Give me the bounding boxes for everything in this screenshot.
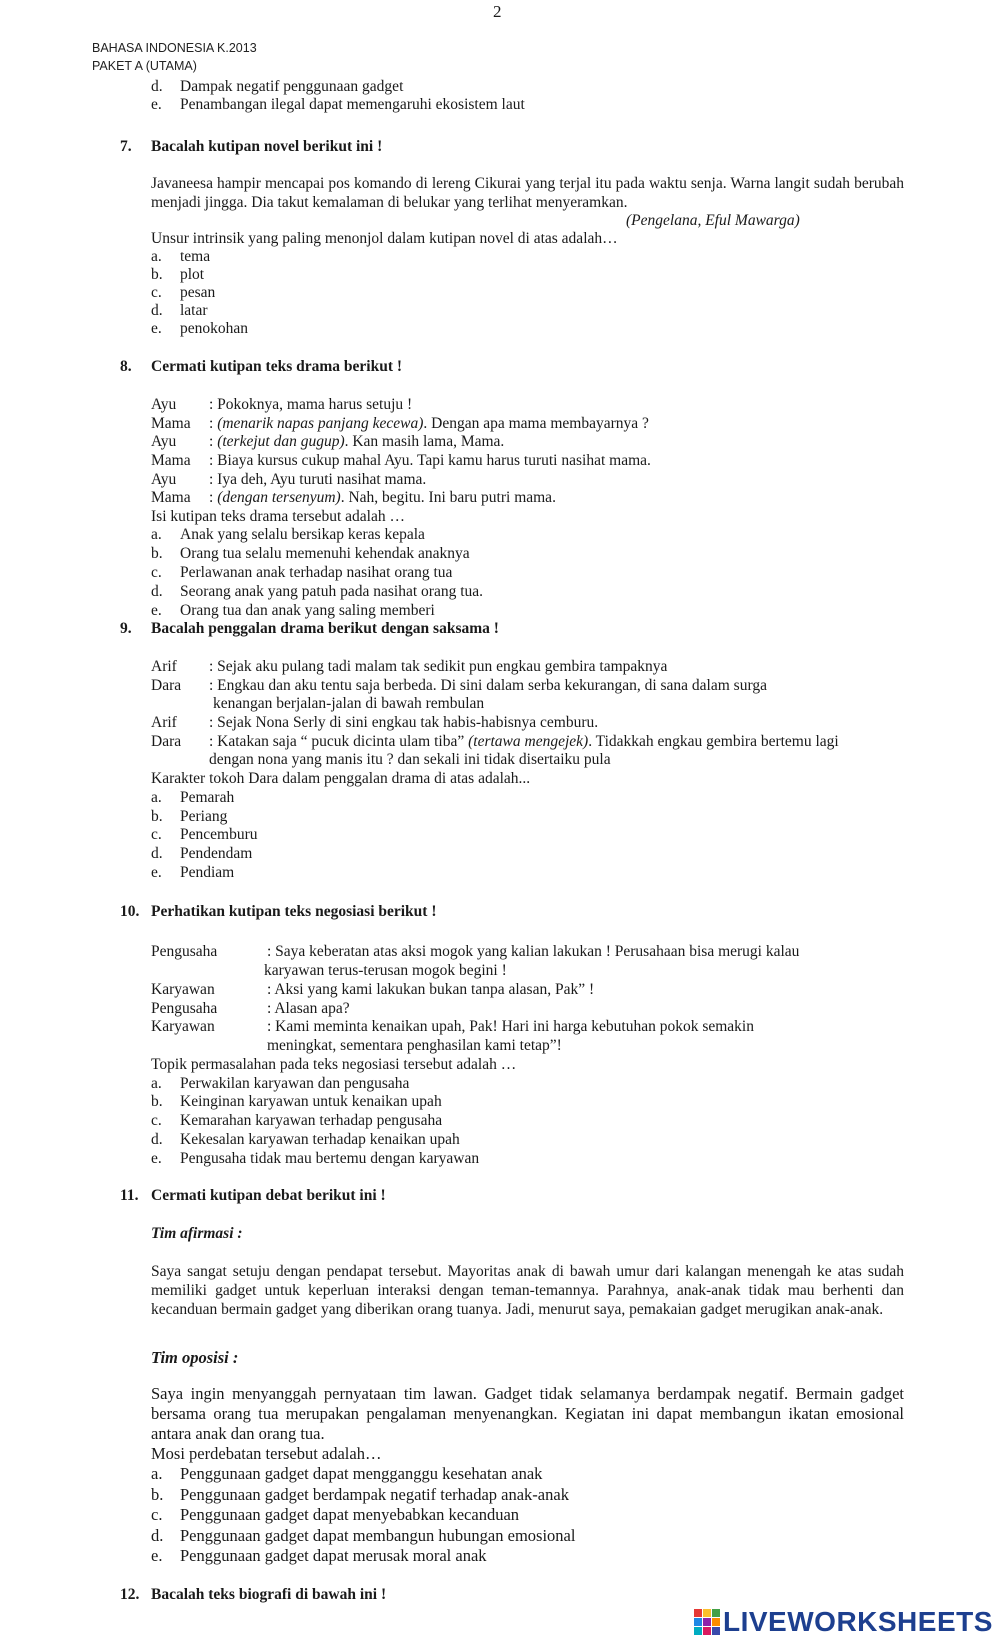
q7-option-b: b. plot (151, 266, 205, 283)
q10-speaker: Pengusaha (151, 1000, 218, 1017)
q8-dialogue-line: : (terkejut dan gugup). Kan masih lama, Mama. (209, 433, 505, 450)
q7-option-c: c. pesan (151, 284, 216, 301)
q12-instruction: Bacalah teks biografi di bawah ini ! (151, 1586, 387, 1603)
q11-instruction: Cermati kutipan debat berikut ini ! (151, 1187, 386, 1204)
q7-passage: Javaneesa hampir mencapai pos komando di lereng Cikurai yang terjal itu pada waktu senja. Warna langit sudah berubah menjadi jingga. Dia takut kemalaman di belukar yang terlihat menyeramkan. (151, 175, 904, 211)
q9-dialogue-line: : Engkau dan aku tentu saja berbeda. Di sini dalam serba kekurangan, di sana dalam surga (209, 677, 767, 694)
q8-option-e: e. Orang tua dan anak yang saling memberi (151, 602, 435, 619)
q8-option-b: b. Orang tua selalu memenuhi kehendak anaknya (151, 545, 470, 562)
q8-dialogue-line: : Iya deh, Ayu turuti nasihat mama. (209, 471, 427, 488)
q9-option-a: a. Pemarah (151, 789, 235, 806)
q7-number: 7. (120, 138, 132, 155)
q8-instruction: Cermati kutipan teks drama berikut ! (151, 358, 403, 375)
q7-option-a: a. tema (151, 248, 211, 265)
q8-speaker: Mama (151, 452, 191, 469)
q7-option-e: e. penokohan (151, 320, 249, 337)
q9-speaker: Dara (151, 677, 182, 694)
q10-dialogue-line: : Aksi yang kami lakukan bukan tanpa alasan, Pak” ! (267, 981, 595, 998)
q10-option-c: c. Kemarahan karyawan terhadap pengusaha (151, 1112, 443, 1129)
q8-option-a: a. Anak yang selalu bersikap keras kepala (151, 526, 425, 543)
logo-square (712, 1627, 720, 1635)
q11-option-d: d. Penggunaan gadget dapat membangun hubungan emosional (151, 1526, 576, 1545)
liveworksheets-logo-text: LIVEWORKSHEETS (723, 1606, 993, 1637)
q10-option-a: a. Perwakilan karyawan dan pengusaha (151, 1075, 410, 1092)
q11-option-c: c. Penggunaan gadget dapat menyebabkan kecanduan (151, 1505, 520, 1524)
q8-speaker: Mama (151, 415, 191, 432)
q10-option-b: b. Keinginan karyawan untuk kenaikan upah (151, 1093, 442, 1110)
q11-option-e: e. Penggunaan gadget dapat merusak moral anak (151, 1546, 487, 1565)
q10-dialogue-line: : Kami meminta kenaikan upah, Pak! Hari ini harga kebutuhan pokok semakin (267, 1018, 754, 1035)
q11-affirmation-text: Saya sangat setuju dengan pendapat tersebut. Mayoritas anak di bawah umur dari kalangan menengah ke atas sudah memiliki gadget untuk keperluan interaksi dengan teman-temannya. Parahnya, anak-anak tidak mau berhenti dan kecanduan bermain gadget yang diberikan orang tuanya. Jadi, menurut saya, pemakaian gadget merugikan anak-anak. (151, 1263, 904, 1318)
q6-option-e: e. Penambangan ilegal dapat memengaruhi ekosistem laut (151, 96, 525, 113)
q7-option-d: d. latar (151, 302, 208, 319)
q9-instruction: Bacalah penggalan drama berikut dengan saksama ! (151, 620, 499, 637)
q10-option-d: d. Kekesalan karyawan terhadap kenaikan upah (151, 1131, 460, 1148)
q11-number: 11. (120, 1187, 139, 1204)
q8-dialogue-line: : (menarik napas panjang kecewa). Dengan apa mama membayarnya ? (209, 415, 649, 432)
q10-number: 10. (120, 903, 140, 920)
q8-speaker: Mama (151, 489, 191, 506)
logo-square (694, 1627, 702, 1635)
liveworksheets-logo-icon (694, 1609, 720, 1635)
q8-speaker: Ayu (151, 396, 177, 413)
q10-option-e: e. Pengusaha tidak mau bertemu dengan karyawan (151, 1150, 480, 1167)
header-package: PAKET A (UTAMA) (92, 59, 197, 73)
q8-option-d: d. Seorang anak yang patuh pada nasihat orang tua. (151, 583, 484, 600)
q10-dialogue-line: : Saya keberatan atas aksi mogok yang kalian lakukan ! Perusahaan bisa merugi kalau (267, 943, 800, 960)
q9-speaker: Dara (151, 733, 182, 750)
q6-option-d: d. Dampak negatif penggunaan gadget (151, 78, 404, 95)
logo-square (703, 1618, 711, 1626)
logo-square (703, 1609, 711, 1617)
q11-question: Mosi perdebatan tersebut adalah… (151, 1444, 382, 1463)
q10-speaker: Karyawan (151, 1018, 215, 1035)
q10-dialogue-line: : Alasan apa? (267, 1000, 350, 1017)
q9-dialogue-continuation: dengan nona yang manis itu ? dan sekali ini tidak disertaiku pula (209, 751, 611, 768)
q9-dialogue-line: : Katakan saja “ pucuk dicinta ulam tiba” (tertawa mengejek). Tidakkah engkau gembira bertemu lagi (209, 733, 839, 750)
q10-question: Topik permasalahan pada teks negosiasi tersebut adalah … (151, 1056, 517, 1073)
q8-dialogue-line: : Pokoknya, mama harus setuju ! (209, 396, 413, 413)
q8-question: Isi kutipan teks drama tersebut adalah … (151, 508, 405, 525)
q9-dialogue-continuation: kenangan berjalan-jalan di bawah rembulan (213, 695, 485, 712)
logo-square (694, 1618, 702, 1626)
q8-number: 8. (120, 358, 132, 375)
q10-instruction: Perhatikan kutipan teks negosiasi berikut ! (151, 903, 437, 920)
q7-source: (Pengelana, Eful Mawarga) (626, 212, 800, 229)
q12-number: 12. (120, 1586, 140, 1603)
q10-speaker: Pengusaha (151, 943, 218, 960)
header-subject: BAHASA INDONESIA K.2013 (92, 41, 257, 55)
q8-option-c: c. Perlawanan anak terhadap nasihat orang tua (151, 564, 453, 581)
page-number: 2 (493, 2, 502, 21)
liveworksheets-logo (694, 1606, 993, 1638)
q7-instruction: Bacalah kutipan novel berikut ini ! (151, 138, 383, 155)
q7-question: Unsur intrinsik yang paling menonjol dalam kutipan novel di atas adalah… (151, 230, 618, 247)
q9-option-c: c. Pencemburu (151, 826, 258, 843)
q11-affirmation-label: Tim afirmasi : (151, 1225, 243, 1242)
q9-option-d: d. Pendendam (151, 845, 253, 862)
q11-opposition-text: Saya ingin menyanggah pernyataan tim lawan. Gadget tidak selamanya berdampak negatif. Bermain gadget bersama orang tua merupakan pengalaman menyenangkan. Kegiatan ini dapat membangun ikatan emosional antara anak dan orang tua. (151, 1384, 904, 1443)
q9-option-b: b. Periang (151, 808, 228, 825)
q11-opposition-label: Tim oposisi : (151, 1348, 239, 1367)
q10-speaker: Karyawan (151, 981, 215, 998)
q9-dialogue-line: : Sejak Nona Serly di sini engkau tak habis-habisnya cemburu. (209, 714, 599, 731)
q9-number: 9. (120, 620, 132, 637)
q8-dialogue-line: : (dengan tersenyum). Nah, begitu. Ini baru putri mama. (209, 489, 556, 506)
q9-speaker: Arif (151, 714, 177, 731)
q8-dialogue-line: : Biaya kursus cukup mahal Ayu. Tapi kamu harus turuti nasihat mama. (209, 452, 651, 469)
logo-square (694, 1609, 702, 1617)
logo-square (703, 1627, 711, 1635)
q10-dialogue-continuation: meningkat, sementara penghasilan kami tetap”! (267, 1037, 562, 1054)
q9-question: Karakter tokoh Dara dalam penggalan drama di atas adalah... (151, 770, 531, 787)
q8-speaker: Ayu (151, 471, 177, 488)
q11-option-b: b. Penggunaan gadget berdampak negatif terhadap anak-anak (151, 1485, 569, 1504)
q9-option-e: e. Pendiam (151, 864, 235, 881)
q9-speaker: Arif (151, 658, 177, 675)
logo-square (712, 1609, 720, 1617)
q11-option-a: a. Penggunaan gadget dapat mengganggu kesehatan anak (151, 1464, 543, 1483)
q10-dialogue-continuation: karyawan terus-terusan mogok begini ! (264, 962, 507, 979)
q8-speaker: Ayu (151, 433, 177, 450)
logo-square (712, 1618, 720, 1626)
q9-dialogue-line: : Sejak aku pulang tadi malam tak sedikit pun engkau gembira tampaknya (209, 658, 668, 675)
